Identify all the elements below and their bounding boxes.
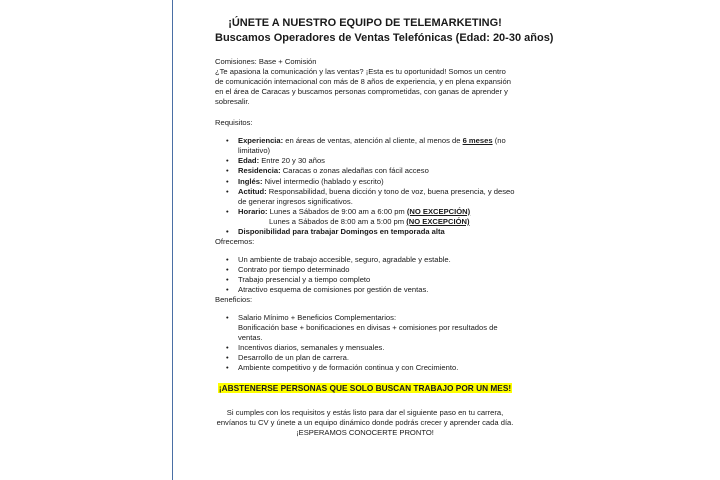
offer-item: • Un ambiente de trabajo accesible, seguro, agradable y estable.	[215, 255, 515, 265]
offer-item: • Trabajo presencial y a tiempo completo	[215, 275, 515, 285]
benefits-list	[215, 313, 515, 374]
closing-line-2: envíanos tu CV y únete a un equipo dinámico donde podrás crecer y aprender cada día.	[216, 417, 514, 427]
closing-line-1: Si cumples con los requisitos y estás listo para dar el siguiente paso en tu carrera,	[226, 407, 504, 417]
requirement-attitude: • Actitud: Responsabilidad, buena dicción y tono de voz, buena presencia, y deseo de generar ingresos significativos.	[215, 187, 515, 207]
offers-list	[215, 255, 515, 295]
document-title: ¡ÚNETE A NUESTRO EQUIPO DE TELEMARKETING!	[228, 17, 502, 29]
benefit-salary: • Salario Mínimo + Beneficios Complementarios: Bonificación base + bonificaciones en divisas + comisiones por resultados de ventas.	[215, 313, 515, 343]
requirement-experience: • Experiencia: en áreas de ventas, atención al cliente, al menos de 6 meses (no limitativo)	[215, 136, 515, 156]
requirement-age: • Edad: Entre 20 y 30 años	[215, 156, 515, 166]
requirement-availability: • Disponibilidad para trabajar Domingos en temporada alta	[215, 227, 515, 237]
benefit-item: • Desarrollo de un plan de carrera.	[215, 353, 515, 363]
benefit-salary-detail: Bonificación base + bonificaciones en divisas + comisiones por resultados de ventas.	[238, 322, 498, 343]
schedule-note-2: (NO EXCEPCIÓN)	[406, 216, 470, 226]
page-margin-line	[172, 0, 173, 480]
requirement-schedule: • Horario: Lunes a Sábados de 9:00 am a 6:00 pm (NO EXCEPCIÓN) Lunes a Sábados de 8:00 am a 5:00 pm (NO EXCEPCIÓN)	[215, 207, 515, 227]
requirement-residence: • Residencia: Caracas o zonas aledañas con fácil acceso	[215, 166, 515, 176]
benefit-item: • Incentivos diarios, semanales y mensuales.	[215, 343, 515, 353]
benefits-section	[215, 295, 515, 373]
intro-description: ¿Te apasiona la comunicación y las ventas? ¡Esta es tu oportunidad! Somos un centro de comunicación internacional con más de 8 años de experiencia, y en plena expansión en el área de Caracas y buscamos personas comprometidas, con ganas de aprender y sobresalir.	[215, 67, 511, 107]
offers-section	[215, 237, 515, 295]
closing-line-3: ¡ESPERAMOS CONOCERTE PRONTO!	[296, 427, 434, 437]
document-subtitle: Buscamos Operadores de Ventas Telefónicas (Edad: 20-30 años)	[215, 32, 554, 44]
job-posting-document	[215, 16, 554, 438]
requirements-heading: Requisitos:	[215, 118, 253, 128]
requirement-english: • Inglés: Nivel intermedio (hablado y escrito)	[215, 177, 515, 187]
offers-heading: Ofrecemos:	[215, 237, 255, 247]
intro-section	[215, 57, 515, 107]
warning-banner: ¡ABSTENERSE PERSONAS QUE SOLO BUSCAN TRABAJO POR UN MES!	[218, 383, 512, 394]
requirements-list	[215, 136, 515, 237]
offer-item: • Atractivo esquema de comisiones por gestión de ventas.	[215, 285, 515, 295]
commission-line: Comisiones: Base + Comisión	[215, 57, 317, 66]
requirements-section	[215, 118, 515, 237]
offer-item: • Contrato por tiempo determinado	[215, 265, 515, 275]
benefit-item: • Ambiente competitivo y de formación continua y con Crecimiento.	[215, 363, 515, 373]
benefits-heading: Beneficios:	[215, 295, 253, 305]
closing-section	[215, 408, 515, 438]
